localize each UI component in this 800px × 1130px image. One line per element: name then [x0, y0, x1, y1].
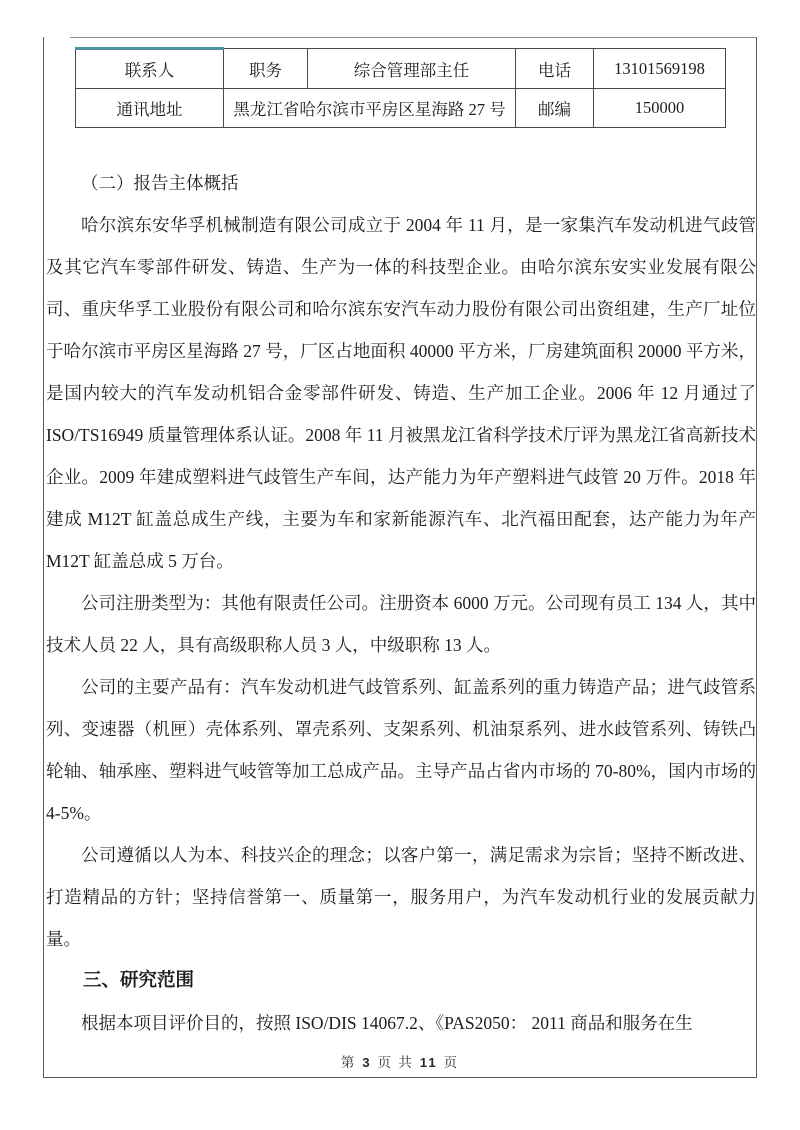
job-title-label-cell: 职务: [224, 49, 308, 89]
contact-table: [75, 47, 726, 128]
phone-value-cell: 13101569198: [594, 49, 726, 89]
footer-prefix: 第: [340, 1055, 357, 1070]
contact-table-row-2: [76, 89, 726, 128]
job-title-value-cell: 综合管理部主任: [308, 49, 516, 89]
footer-middle: 页 共: [377, 1055, 414, 1070]
paragraph-registration: 公司注册类型为：其他有限责任公司。注册资本 6000 万元。公司现有员工 134 人，其中技术人员 22 人，具有高级职称人员 3 人，中级职称 13 人。: [46, 593, 756, 655]
section2-heading: （二）报告主体概括: [81, 173, 239, 193]
zip-label-cell: 邮编: [516, 89, 594, 128]
zip-value-cell: 150000: [594, 89, 726, 128]
paragraph-philosophy: 公司遵循以人为本、科技兴企的理念；以客户第一，满足需求为宗旨；坚持不断改进、打造精品的方针；坚持信誉第一、质量第一，服务用户，为汽车发动机行业的发展贡献力量。: [46, 845, 756, 949]
address-value-cell: 黑龙江省哈尔滨市平房区星海路 27 号: [224, 89, 516, 128]
contact-table-row-1: [76, 49, 726, 89]
footer-suffix: 页: [443, 1055, 460, 1070]
paragraph-company-intro: 哈尔滨东安华孚机械制造有限公司成立于 2004 年 11 月，是一家集汽车发动机进气歧管及其它汽车零部件研发、铸造、生产为一体的科技型企业。由哈尔滨东安实业发展有限公司、重庆华孚工业股份有限公司和哈尔滨东安汽车动力股份有限公司出资组建，生产厂址位于哈尔滨市平房区星海路 27 号，厂区占地面积 40000 平方米，厂房建筑面积 20000 平方米，是国内较大的汽车发动机铝合金零部件研发、铸造、生产加工企业。2006 年 12 月通过了 ISO/TS16949 质量管理体系认证。2008 年 11 月被黑龙江省科学技术厅评为黑龙江省高新技术企业。2009 年建成塑料进气歧管生产车间，达产能力为年产塑料进气歧管 20 万件。2018 年建成 M12T 缸盖总成生产线，主要为车和家新能源汽车、北汽福田配套，达产能力为年产 M12T 缸盖总成 5 万台。: [46, 215, 756, 571]
page-footer: [0, 1051, 800, 1071]
paragraph-products: 公司的主要产品有：汽车发动机进气歧管系列、缸盖系列的重力铸造产品；进气歧管系列、变速器（机匣）壳体系列、罩壳系列、支架系列、机油泵系列、进水歧管系列、铸铁凸轮轴、轴承座、塑料进气岐管等加工总成产品。主导产品占省内市场的 70-80%，国内市场的 4-5%。: [46, 677, 756, 823]
section3-heading: 三、研究范围: [83, 971, 195, 991]
footer-page-number: 3: [362, 1055, 372, 1070]
contact-label-cell: 联系人: [76, 49, 224, 89]
document-body: [46, 162, 756, 1044]
address-label-cell: 通讯地址: [76, 89, 224, 128]
phone-label-cell: 电话: [516, 49, 594, 89]
footer-total-pages: 11: [419, 1055, 438, 1070]
paragraph-scope-intro: 根据本项目评价目的，按照 ISO/DIS 14067.2、《PAS2050： 2011 商品和服务在生: [81, 1013, 693, 1033]
